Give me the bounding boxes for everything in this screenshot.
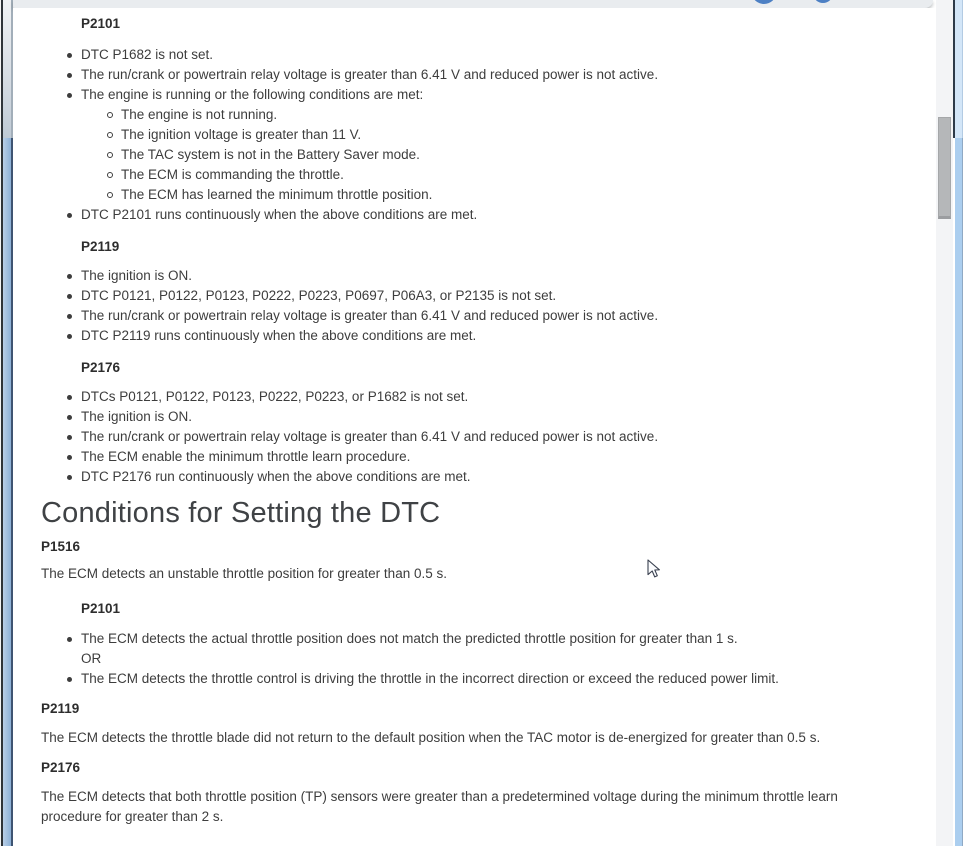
list-item bbox=[81, 387, 888, 407]
list-item bbox=[81, 45, 888, 65]
list-item bbox=[81, 447, 888, 467]
dtc-heading-p2119: P2119 bbox=[81, 239, 120, 254]
list-item-text: The ignition voltage is greater than 11 V. bbox=[121, 127, 362, 142]
list-item-text: The run/crank or powertrain relay voltage is greater than 6.41 V and reduced power is not active. bbox=[81, 67, 659, 82]
section-title: Conditions for Setting the DTC bbox=[41, 497, 441, 529]
list-item bbox=[81, 326, 888, 346]
dtc-description-p1516: The ECM detects an unstable throttle position for greater than 0.5 s. bbox=[41, 566, 447, 581]
vertical-scrollbar-thumb[interactable] bbox=[938, 117, 951, 219]
list-item bbox=[81, 467, 888, 487]
list-item bbox=[81, 286, 888, 306]
list-item bbox=[81, 85, 888, 205]
list-item bbox=[121, 125, 888, 145]
list-item-text: The run/crank or powertrain relay voltage is greater than 6.41 V and reduced power is not active. bbox=[81, 308, 659, 323]
dtc-runs-list-p2119 bbox=[41, 266, 888, 346]
list-item-text: The ECM enable the minimum throttle learn procedure. bbox=[81, 449, 411, 464]
list-item-text: The ignition is ON. bbox=[81, 409, 193, 424]
list-item-text: The ignition is ON. bbox=[81, 268, 193, 283]
list-item-text: The run/crank or powertrain relay voltage is greater than 6.41 V and reduced power is not active. bbox=[81, 429, 659, 444]
list-item bbox=[81, 266, 888, 286]
list-item bbox=[81, 205, 888, 225]
list-item-text: The ECM has learned the minimum throttle position. bbox=[121, 187, 433, 202]
vertical-scrollbar-track[interactable] bbox=[936, 0, 953, 846]
window-edge-right-bottom bbox=[955, 138, 963, 846]
dtc-heading-p2101: P2101 bbox=[81, 16, 121, 31]
document-content bbox=[13, 8, 936, 846]
list-item-text: DTCs P0121, P0122, P0123, P0222, P0223, or P1682 is not set. bbox=[81, 389, 469, 404]
dtc-heading-p2101-conditions: P2101 bbox=[81, 601, 121, 616]
list-item bbox=[81, 306, 888, 326]
list-item-text: The TAC system is not in the Battery Saver mode. bbox=[121, 147, 420, 162]
dtc-heading-p2176-conditions: P2176 bbox=[41, 760, 81, 775]
list-item-text: DTC P2119 runs continuously when the above conditions are met. bbox=[81, 328, 477, 343]
dtc-runs-list-p2176 bbox=[41, 387, 888, 487]
dtc-description-p2176: The ECM detects that both throttle position (TP) sensors were greater than a predetermined voltage during the minimum throttle learn procedure for greater than 2 s. bbox=[41, 789, 838, 824]
partial-blue-circle-icon[interactable] bbox=[813, 0, 833, 3]
list-item-text: The engine is not running. bbox=[121, 107, 278, 122]
list-item-text: DTC P1682 is not set. bbox=[81, 47, 214, 62]
list-item-text: The ECM detects the throttle control is driving the throttle in the incorrect direction or exceed the reduced power limit. bbox=[81, 671, 779, 686]
list-item bbox=[81, 65, 888, 85]
list-item bbox=[121, 145, 888, 165]
or-separator: OR bbox=[81, 651, 102, 666]
list-item bbox=[81, 427, 888, 447]
dtc-description-p2119: The ECM detects the throttle blade did not return to the default position when the TAC motor is de-energized for greater than 0.5 s. bbox=[41, 730, 821, 745]
list-item bbox=[81, 629, 888, 669]
dtc-heading-p2176: P2176 bbox=[81, 360, 121, 375]
dtc-conditions-list-p2101 bbox=[41, 629, 888, 689]
list-item bbox=[81, 669, 888, 689]
list-item-text: The ECM is commanding the throttle. bbox=[121, 167, 344, 182]
dtc-runs-sublist-p2101 bbox=[81, 105, 888, 205]
list-item-text: The ECM detects the actual throttle position does not match the predicted throttle position for greater than 1 s. bbox=[81, 631, 738, 646]
dtc-heading-p1516: P1516 bbox=[41, 539, 81, 554]
list-item bbox=[121, 185, 888, 205]
list-item-text: The engine is running or the following conditions are met: bbox=[81, 87, 424, 102]
window-edge-right-top bbox=[955, 0, 963, 138]
list-item bbox=[121, 105, 888, 125]
dtc-runs-list-p2101 bbox=[41, 45, 888, 225]
window-edge-left-top bbox=[3, 0, 13, 138]
toolbar-bottom-edge bbox=[13, 0, 933, 8]
list-item bbox=[121, 165, 888, 185]
list-item-text: DTC P2101 runs continuously when the above conditions are met. bbox=[81, 207, 478, 222]
list-item-text: DTC P0121, P0122, P0123, P0222, P0223, P0697, P06A3, or P2135 is not set. bbox=[81, 288, 557, 303]
window-edge-left-bottom bbox=[3, 138, 13, 846]
list-item-text: DTC P2176 run continuously when the above conditions are met. bbox=[81, 469, 471, 484]
dtc-heading-p2119-conditions: P2119 bbox=[41, 701, 80, 716]
list-item bbox=[81, 407, 888, 427]
partial-blue-circle-icon[interactable] bbox=[752, 0, 776, 4]
